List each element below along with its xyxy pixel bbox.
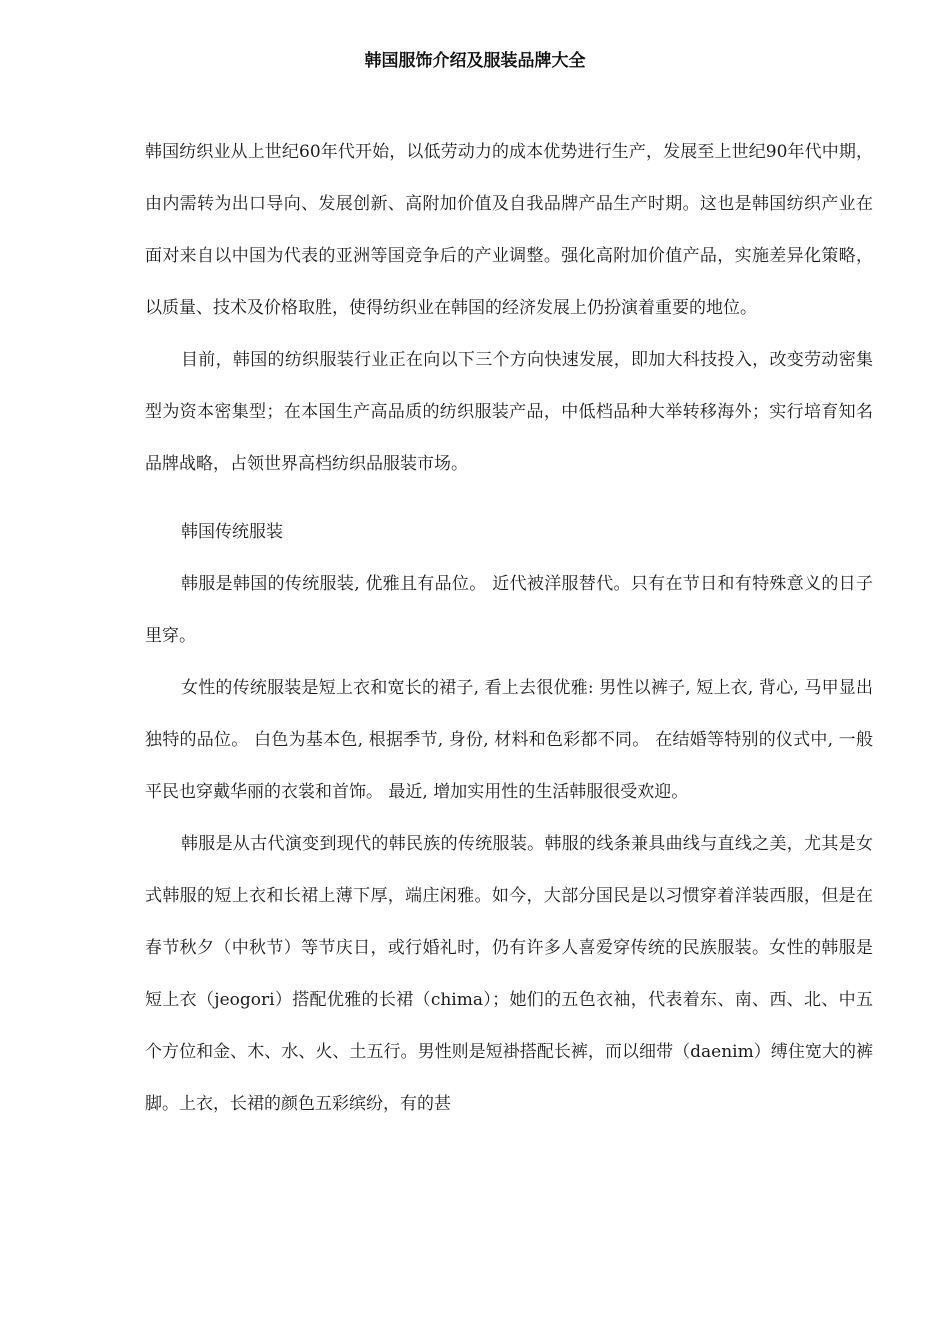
document-title: 韩国服饰介绍及服装品牌大全 [364,51,586,71]
paragraph-hanbok-style: 女性的传统服装是短上衣和宽长的裙子, 看上去很优雅: 男性以裤子, 短上衣, 背心, 马甲显出独特的品位。 白色为基本色, 根据季节, 身份, 材料和色彩都不同。 在结婚等特别的仪式中, 一般平民也穿戴华丽的衣裳和首饰。 最近, 增加实用性的生活韩服很受欢迎。 [145,678,873,802]
section-heading-traditional-clothing: 韩国传统服装 [181,522,283,542]
document-body [145,126,873,1130]
paragraph-industry-history: 韩国纺织业从上世纪60年代开始，以低劳动力的成本优势进行生产，发展至上世纪90年代中期，由内需转为出口导向、发展创新、高附加价值及自我品牌产品生产时期。这也是韩国纺织产业在面对来自以中国为代表的亚洲等国竞争后的产业调整。强化高附加价值产品，实施差异化策略，以质量、技术及价格取胜，使得纺织业在韩国的经济发展上仍扮演着重要的地位。 [145,142,873,318]
paragraph-industry-direction: 目前，韩国的纺织服装行业正在向以下三个方向快速发展，即加大科技投入，改变劳动密集型为资本密集型；在本国生产高品质的纺织服装产品，中低档品种大举转移海外；实行培育知名品牌战略，占领世界高档纺织品服装市场。 [145,350,873,474]
paragraph-hanbok-intro: 韩服是韩国的传统服装, 优雅且有品位。 近代被洋服替代。只有在节日和有特殊意义的日子里穿。 [145,574,873,646]
paragraph-hanbok-history: 韩服是从古代演变到现代的韩民族的传统服装。韩服的线条兼具曲线与直线之美，尤其是女式韩服的短上衣和长裙上薄下厚，端庄闲雅。如今，大部分国民是以习惯穿着洋装西服，但是在春节秋夕（中秋节）等节庆日，或行婚礼时，仍有许多人喜爱穿传统的民族服装。女性的韩服是短上衣（jeogori）搭配优雅的长裙（chima）；她们的五色衣袖，代表着东、南、西、北、中五个方位和金、木、水、火、土五行。男性则是短褂搭配长裤，而以细带（daenim）缚住宽大的裤脚。上衣，长裙的颜色五彩缤纷，有的甚 [145,834,873,1114]
